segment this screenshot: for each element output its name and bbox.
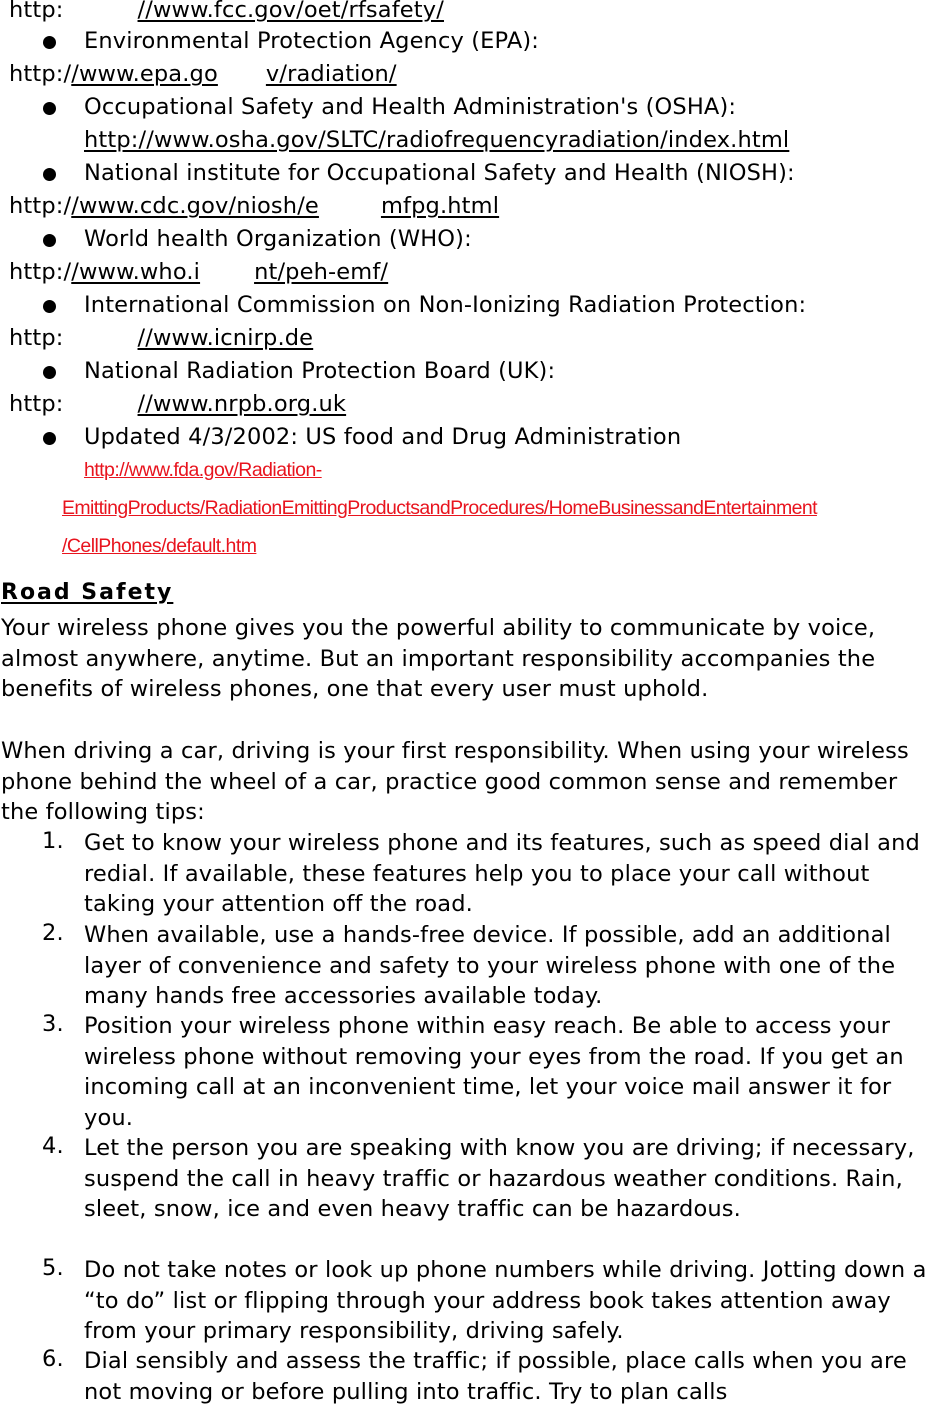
bullet-icon bbox=[43, 300, 56, 313]
list-text: Get to know your wireless phone and its features, such as speed dial and redial. If available, these features help you to place your call without taking your attention off the road. bbox=[84, 830, 920, 918]
niosh-url-line bbox=[9, 193, 513, 219]
list-number: 1. bbox=[42, 828, 64, 854]
bullet-icon bbox=[43, 366, 56, 379]
url-prefix: http:/ bbox=[9, 193, 72, 219]
fda-link-line-1[interactable]: http://www.fda.gov/Radiation- bbox=[84, 459, 322, 481]
nrpb-url-line bbox=[9, 391, 346, 417]
icnirp-label: International Commission on Non-Ionizing Radiation Protection: bbox=[84, 292, 807, 318]
epa-link[interactable]: /www.epa.go v/radiation/ bbox=[71, 61, 397, 87]
bullet-icon bbox=[43, 168, 56, 181]
bullet-icon bbox=[43, 432, 56, 445]
road-safety-heading: Road Safety bbox=[1, 580, 174, 605]
driving-paragraph: When driving a car, driving is your first responsibility. When using your wireless phone behind the wheel of a car, practice good common sense and remember the following tips: bbox=[1, 738, 909, 826]
bullet-icon bbox=[43, 234, 56, 247]
list-text: Dial sensibly and assess the traffic; if possible, place calls when you are not moving or before pulling into traffic. Try to plan calls bbox=[84, 1348, 907, 1405]
list-text: Let the person you are speaking with know you are driving; if necessary, suspend the call in heavy traffic or hazardous weather conditions. Rain, sleet, snow, ice and even heavy traffic can be hazardous. bbox=[84, 1135, 915, 1223]
epa-url-line bbox=[9, 61, 397, 87]
url-prefix: http:/ bbox=[9, 259, 72, 285]
list-text: Do not take notes or look up phone numbers while driving. Jotting down a “to do” list or flipping through your address book takes attention away from your primary responsibility, driving safely. bbox=[84, 1257, 927, 1345]
nrpb-label: National Radiation Protection Board (UK): bbox=[84, 358, 556, 384]
fda-link-line-3[interactable]: /CellPhones/default.htm bbox=[62, 535, 257, 557]
url-prefix: http: bbox=[9, 0, 64, 23]
bullet-icon bbox=[43, 102, 56, 115]
niosh-label: National institute for Occupational Safety and Health (NIOSH): bbox=[84, 160, 795, 186]
fda-link-line-2[interactable]: EmittingProducts/RadiationEmittingProductsandProcedures/HomeBusinessandEntertainment bbox=[62, 497, 817, 519]
nrpb-link[interactable]: //www.nrpb.org.uk bbox=[137, 391, 347, 417]
icnirp-url-line bbox=[9, 325, 313, 351]
who-label: World health Organization (WHO): bbox=[84, 226, 472, 252]
list-number: 6. bbox=[42, 1346, 64, 1372]
fcc-url-line bbox=[9, 0, 444, 23]
niosh-link[interactable]: /www.cdc.gov/niosh/e mfpg.html bbox=[71, 193, 500, 219]
url-prefix: http:/ bbox=[9, 61, 72, 87]
who-link[interactable]: /www.who.i nt/peh-emf/ bbox=[71, 259, 389, 285]
epa-label: Environmental Protection Agency (EPA): bbox=[84, 28, 540, 54]
who-url-line bbox=[9, 259, 388, 285]
list-number: 3. bbox=[42, 1011, 64, 1037]
bullet-icon bbox=[43, 36, 56, 49]
list-number: 2. bbox=[42, 920, 64, 946]
fcc-link[interactable]: //www.fcc.gov/oet/rfsafety/ bbox=[137, 0, 444, 23]
fda-label: Updated 4/3/2002: US food and Drug Administration bbox=[84, 424, 682, 450]
intro-paragraph: Your wireless phone gives you the powerful ability to communicate by voice, almost anywhere, anytime. But an important responsibility accompanies the benefits of wireless phones, one that every user must uphold. bbox=[1, 615, 876, 703]
url-prefix: http: bbox=[9, 391, 64, 417]
list-text: Position your wireless phone within easy reach. Be able to access your wireless phone without removing your eyes from the road. If you get an incoming call at an inconvenient time, let your voice mail answer it for you. bbox=[84, 1013, 904, 1131]
list-number: 5. bbox=[42, 1255, 64, 1281]
url-prefix: http: bbox=[9, 325, 64, 351]
list-number: 4. bbox=[42, 1133, 64, 1159]
icnirp-link[interactable]: //www.icnirp.de bbox=[137, 325, 314, 351]
list-text: When available, use a hands-free device. If possible, add an additional layer of convenience and safety to your wireless phone with one of the many hands free accessories available today. bbox=[84, 922, 896, 1010]
osha-link[interactable]: http://www.osha.gov/SLTC/radiofrequencyradiation/index.html bbox=[84, 127, 790, 153]
osha-label: Occupational Safety and Health Administration's (OSHA): bbox=[84, 94, 737, 120]
